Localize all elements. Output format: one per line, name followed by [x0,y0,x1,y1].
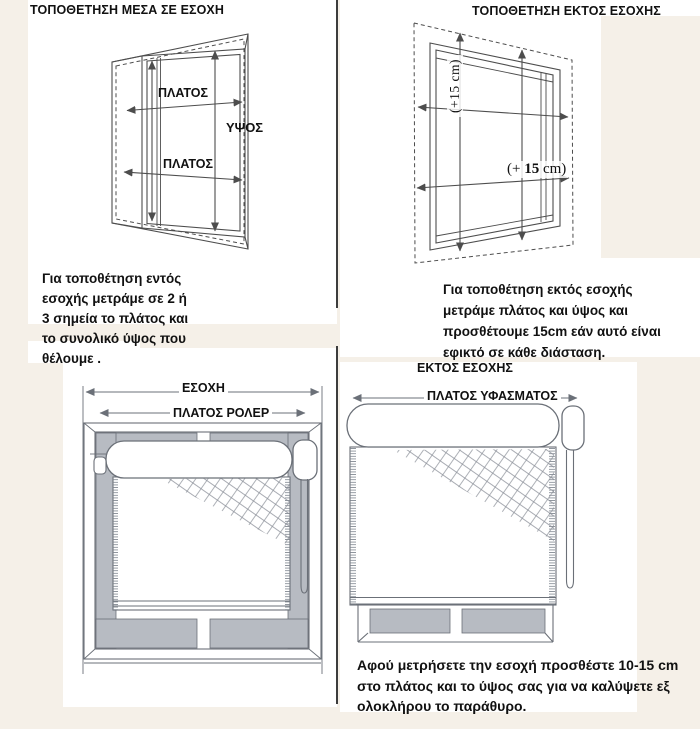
caption-bottom [357,655,678,717]
caption-outside-recess [443,279,661,363]
recess-label: ΕΣΟΧΗ [179,381,228,395]
panel-bottom-left [63,348,337,707]
caption-line: προσθέτουμε 15cm εάν αυτό είναι [443,324,661,339]
caption-line: στο πλάτος και το ύψος σας για να καλύψετε εξ [357,677,670,694]
plus-15cm-pre: (+ [507,161,525,177]
caption-line: Για τοποθέτηση εκτός εσοχής [443,282,633,297]
plus-15cm-num: 15 [524,161,540,177]
caption-line: εφικτό σε κάθε διάσταση. [443,345,606,360]
caption-inside-recess [42,269,188,369]
caption-line: εσοχής μετράμε σε 2 ή [42,291,187,306]
fabric-width-label: ΠΛΑΤΟΣ ΥΦΑΣΜΑΤΟΣ [424,389,561,403]
plus-15cm-horizontal-label [505,161,568,178]
width-label-top: ΠΛΑΤΟΣ [158,86,208,100]
vertical-divider-top [336,0,338,308]
roller-width-label: ΠΛΑΤΟΣ ΡΟΛΕΡ [170,406,272,420]
caption-line: Για τοποθέτηση εντός [42,271,182,286]
width-label-bottom: ΠΛΑΤΟΣ [163,157,213,171]
vertical-divider-bottom [336,346,338,704]
caption-line: Αφού μετρήσετε την εσοχή προσθέστε 10-15 cm [357,657,679,673]
caption-line: ολοκλήρου το παράθυρο. [357,698,527,714]
outside-recess-heading: ΕΚΤΟΣ ΕΣΟΧΗΣ [417,361,513,375]
height-label: ΥΨΟΣ [226,120,264,135]
title-inside-recess: ΤΟΠΟΘΕΤΗΣΗ ΜΕΣΑ ΣΕ ΕΣΟΧΗ [30,3,224,17]
caption-line: το συνολικό ύψος που [42,331,186,346]
plus-15cm-post: cm) [539,161,567,177]
plus-15cm-vertical-label: (+15 cm) [447,55,463,117]
caption-line: μετράμε πλάτος και ύψος και [443,303,628,318]
caption-line: θέλουμε . [42,351,102,366]
beige-notch [601,16,700,258]
title-outside-recess: ΤΟΠΟΘΕΤΗΣΗ ΕΚΤΟΣ ΕΣΟΧΗΣ [472,4,661,18]
caption-line: 3 σημεία το πλάτος και [42,311,189,326]
